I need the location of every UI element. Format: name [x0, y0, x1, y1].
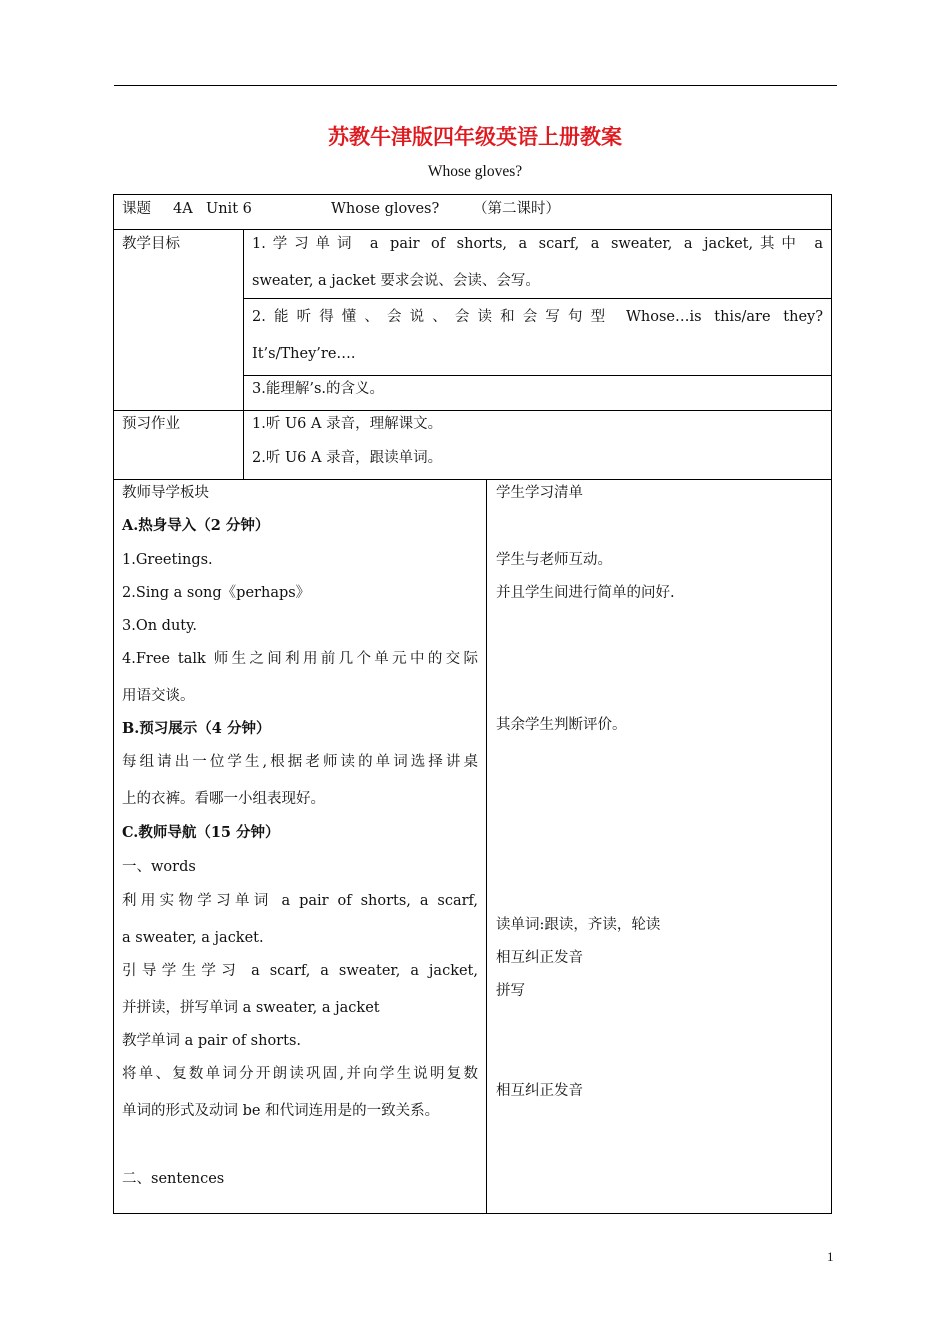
topic-lesson: Whose gloves?: [331, 201, 440, 217]
table-border-top: [113, 194, 832, 195]
preview-item-1: 1.听 U6 A 录音，理解课文。: [252, 416, 443, 432]
row-divider: [113, 229, 832, 230]
objective-1-line-2: sweater, a jacket 要求会说、会读、会写。: [252, 273, 540, 289]
objectives-label: 教学目标: [122, 236, 180, 252]
student-activity: 学生与老师互动。: [496, 552, 612, 568]
row-divider: [243, 375, 832, 376]
objective-3: 3.能理解’s.的含义。: [252, 381, 384, 397]
teacher-column-header: 教师导学板块: [122, 485, 209, 501]
student-activity: 相互纠正发音: [496, 950, 583, 966]
topic-unit: Unit 6: [206, 201, 252, 217]
student-activity: 读单词:跟读，齐读，轮读: [496, 917, 661, 933]
document-subtitle: Whose gloves?: [427, 163, 523, 180]
step-a2: 2.Sing a song《perhaps》: [122, 585, 311, 601]
topic-label: 课题: [122, 201, 151, 217]
step-a3: 3.On duty.: [122, 618, 197, 634]
student-activity: 相互纠正发音: [496, 1083, 583, 1099]
student-column-header: 学生学习清单: [496, 485, 583, 501]
step-a4-line-1: 4.Free talk 师生之间利用前几个单元中的交际: [122, 651, 478, 667]
step-b1-line-1: 每组请出一位学生,根据老师读的单词选择讲桌: [122, 754, 478, 770]
objective-2-line-1: 2.能听得懂、会说、会读和会写句型 Whose…is this/are they?: [252, 309, 823, 325]
row-divider: [113, 479, 832, 480]
step-c1-line-1: 利用实物学习单词 a pair of shorts, a scarf,: [122, 893, 478, 909]
page-number: 1: [827, 1249, 834, 1264]
column-divider: [243, 229, 244, 480]
preview-item-2: 2.听 U6 A 录音，跟读单词。: [252, 450, 443, 466]
step-c2-line-1: 引导学生学习 a scarf, a sweater, a jacket,: [122, 963, 478, 979]
step-c2-line-2: 并拼读，拼写单词 a sweater, a jacket: [122, 1000, 380, 1016]
words-heading: 一、words: [122, 859, 196, 875]
step-c3: 教学单词 a pair of shorts.: [122, 1033, 301, 1049]
sentences-heading: 二、sentences: [122, 1171, 225, 1187]
header-rule: [114, 85, 837, 86]
table-border-right: [831, 194, 832, 1214]
table-border-left: [113, 194, 114, 1214]
section-a-title: A.热身导入（2 分钟）: [122, 517, 270, 534]
step-c4-line-1: 将单、复数单词分开朗读巩固,并向学生说明复数: [122, 1066, 478, 1082]
row-divider: [113, 410, 832, 411]
step-c1-line-2: a sweater, a jacket.: [122, 930, 264, 946]
document-title: 苏教牛津版四年级英语上册教案: [328, 125, 622, 149]
step-c4-line-2: 单词的形式及动词 be 和代词连用是的一致关系。: [122, 1103, 440, 1119]
step-a4-line-2: 用语交谈。: [122, 688, 195, 704]
preview-label: 预习作业: [122, 416, 180, 432]
student-activity: 并且学生间进行简单的问好.: [496, 585, 675, 601]
objective-1-line-1: 1.学习单词 a pair of shorts, a scarf, a sweater, a jacket,其中 a: [252, 236, 823, 252]
topic-period: （第二课时）: [473, 201, 560, 217]
student-activity: 其余学生判断评价。: [496, 717, 627, 733]
topic-grade: 4A: [173, 201, 193, 217]
step-b1-line-2: 上的衣裤。看哪一小组表现好。: [122, 791, 325, 807]
section-c-title: C.教师导航（15 分钟）: [122, 824, 280, 841]
column-divider: [486, 479, 487, 1214]
student-activity: 拼写: [496, 983, 525, 999]
row-divider: [243, 298, 832, 299]
step-a1: 1.Greetings.: [122, 552, 213, 568]
table-border-bottom: [113, 1213, 832, 1214]
objective-2-line-2: It’s/They’re….: [252, 346, 356, 362]
section-b-title: B.预习展示（4 分钟）: [122, 720, 271, 737]
